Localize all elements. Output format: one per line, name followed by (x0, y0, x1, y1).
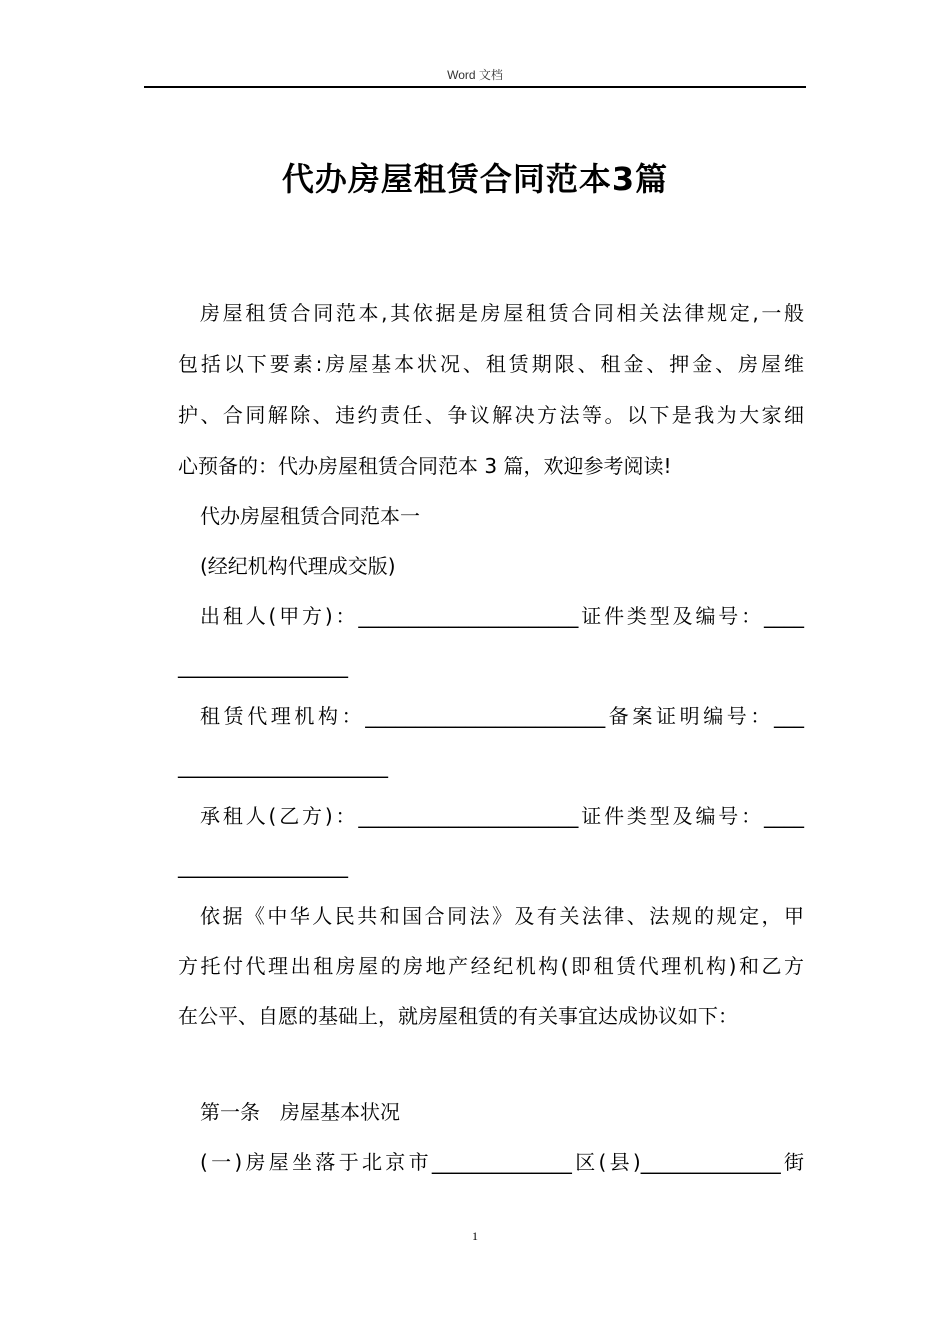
article-heading: 第一条 房屋基本状况 (200, 1100, 400, 1124)
page-number: 1 (472, 1229, 478, 1243)
paragraph-line: 心预备的：代办房屋租赁合同范本 3 篇，欢迎参考阅读! (178, 454, 672, 478)
document-title: 代办房屋租赁合同范本3篇 (281, 160, 669, 198)
address-field-line: (一)房屋坐落于北京市______________区(县)______________街 (200, 1150, 804, 1174)
paragraph-line: 房屋租赁合同范本,其依据是房屋租赁合同相关法律规定,一般 (200, 301, 804, 325)
lessor-field-line: 出租人(甲方)：______________________证件类型及编号：____ (200, 604, 804, 628)
paragraph-line: 护、合同解除、违约责任、争议解决方法等。以下是我为大家细 (178, 403, 804, 427)
agency-field-line: 租赁代理机构：________________________备案证明编号：___ (200, 704, 804, 728)
section-subheading: (经纪机构代理成交版) (200, 554, 396, 578)
header-divider (144, 86, 806, 88)
paragraph-line: 依据《中华人民共和国合同法》及有关法律、法规的规定，甲 (200, 904, 804, 928)
header-label: Word 文档 (447, 68, 503, 82)
paragraph-line: 在公平、自愿的基础上，就房屋租赁的有关事宜达成协议如下： (178, 1004, 738, 1028)
lessee-field-continuation: _________________ (178, 854, 348, 878)
section-heading: 代办房屋租赁合同范本一 (200, 504, 420, 528)
lessor-field-continuation: _________________ (178, 654, 348, 678)
paragraph-line: 方托付代理出租房屋的房地产经纪机构(即租赁代理机构)和乙方 (178, 954, 804, 978)
agency-field-continuation: _____________________ (178, 754, 388, 778)
paragraph-line: 包括以下要素:房屋基本状况、租赁期限、租金、押金、房屋维 (178, 352, 804, 376)
lessee-field-line: 承租人(乙方)：______________________证件类型及编号：____ (200, 804, 804, 828)
